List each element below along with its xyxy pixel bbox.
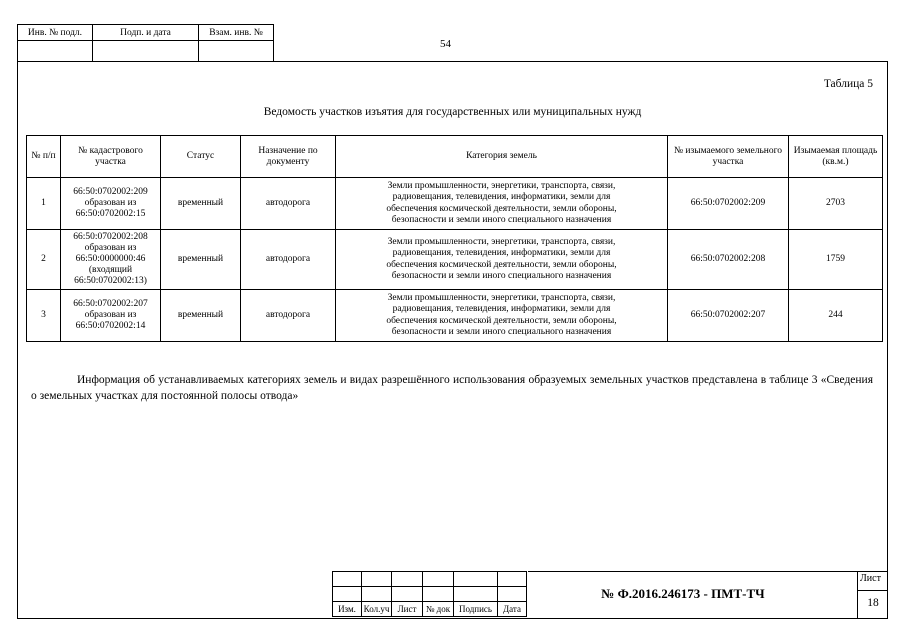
column-header: Категория земель — [336, 136, 668, 178]
cadastral-number-line: 66:50:0702002:13) — [74, 275, 147, 286]
cadastral-number — [61, 230, 161, 290]
land-category-line: радиовещания, телевидения, информатики, земли для — [392, 248, 611, 259]
cadastral-number — [61, 290, 161, 342]
status-cell: временный — [161, 178, 241, 230]
row-number: 1 — [27, 178, 61, 230]
stamp-cell — [18, 41, 93, 62]
table-label: Таблица 5 — [823, 78, 873, 90]
land-category-line: безопасности и земли иного специального назначения — [391, 326, 612, 337]
table-header-row — [27, 136, 883, 178]
stamp-header: Подп. и дата — [93, 25, 199, 41]
plot-number: 66:50:0702002:207 — [668, 290, 789, 342]
table-caption: Ведомость участков изъятия для государственных или муниципальных нужд — [263, 106, 642, 118]
cadastral-number-line: 66:50:0000000:46 — [75, 254, 146, 265]
land-category — [336, 290, 668, 342]
cadastral-number-line: 66:50:0702002:208 — [73, 232, 148, 243]
title-block-column: Дата — [498, 602, 527, 617]
plot-number: 66:50:0702002:208 — [668, 230, 789, 290]
approval-stamp — [17, 24, 274, 62]
land-category-line: радиовещания, телевидения, информатики, земли для — [392, 192, 611, 203]
page-number: 54 — [440, 38, 451, 50]
land-category-line: Земли промышленности, энергетики, транспорта, связи, — [387, 236, 616, 247]
title-block-column: Изм. — [333, 602, 362, 617]
row-number: 3 — [27, 290, 61, 342]
land-category-line: обеспечения космической деятельности, земли обороны, — [386, 259, 617, 270]
info-paragraph: Информация об устанавливаемых категориях земель и видах разрешённого использования образуемых земельных участков представлена в таблице 3 «Сведения о земельных участках для постоянной полосы отвода» — [31, 374, 873, 402]
purpose-cell: автодорога — [241, 230, 336, 290]
area-cell: 244 — [789, 290, 883, 342]
stamp-cell — [93, 41, 199, 62]
land-category-line: обеспечения космической деятельности, земли обороны, — [386, 203, 617, 214]
status-cell: временный — [161, 290, 241, 342]
cadastral-number-line: образован из — [84, 310, 137, 321]
title-block-top — [528, 571, 888, 572]
cadastral-number-line: 66:50:0702002:15 — [75, 208, 146, 219]
cadastral-number-line: 66:50:0702002:207 — [73, 299, 148, 310]
land-category-line: Земли промышленности, энергетики, транспорта, связи, — [387, 180, 616, 191]
title-block-column: Лист — [392, 602, 423, 617]
cadastral-number — [61, 178, 161, 230]
sheet-box-divider — [857, 590, 888, 591]
stamp-header: Взам. инв. № — [199, 25, 274, 41]
column-header: Статус — [161, 136, 241, 178]
area-cell: 1759 — [789, 230, 883, 290]
title-block-column: № док — [423, 602, 454, 617]
table-row — [27, 178, 883, 230]
land-category-line: Земли промышленности, энергетики, транспорта, связи, — [387, 292, 616, 303]
sheet-label: Лист — [860, 573, 881, 584]
sheet-number: 18 — [867, 597, 879, 609]
column-header: № п/п — [27, 136, 61, 178]
land-category — [336, 230, 668, 290]
cadastral-number-line: 66:50:0702002:209 — [73, 187, 148, 198]
purpose-cell: автодорога — [241, 178, 336, 230]
column-header: Изымаемая площадь (кв.м.) — [789, 136, 883, 178]
cadastral-number-line: образован из — [84, 198, 137, 209]
column-header: № кадастрового участка — [61, 136, 161, 178]
land-category-line: обеспечения космической деятельности, земли обороны, — [386, 315, 617, 326]
frame-right — [887, 61, 888, 619]
title-block-column: Подпись — [454, 602, 498, 617]
land-category-line: радиовещания, телевидения, информатики, земли для — [392, 304, 611, 315]
table-row — [27, 230, 883, 290]
plot-number: 66:50:0702002:209 — [668, 178, 789, 230]
purpose-cell: автодорога — [241, 290, 336, 342]
row-number: 2 — [27, 230, 61, 290]
document-code: № Ф.2016.246173 - ПМТ-ТЧ — [601, 586, 765, 601]
status-cell: временный — [161, 230, 241, 290]
land-category — [336, 178, 668, 230]
sheet-box-left — [857, 571, 858, 619]
land-category-line: безопасности и земли иного специального назначения — [391, 270, 612, 281]
column-header: Назначение по документу — [241, 136, 336, 178]
stamp-cell — [199, 41, 274, 62]
stamp-header: Инв. № подл. — [18, 25, 93, 41]
cadastral-number-line: образован из — [84, 243, 137, 254]
seizure-table — [26, 135, 883, 342]
table-row — [27, 290, 883, 342]
land-category-line: безопасности и земли иного специального назначения — [391, 214, 612, 225]
cadastral-number-line: (входящий — [88, 264, 133, 275]
cadastral-number-line: 66:50:0702002:14 — [75, 320, 146, 331]
area-cell: 2703 — [789, 178, 883, 230]
title-block-grid — [332, 571, 527, 617]
frame-bottom — [17, 618, 888, 619]
title-block-column: Кол.уч — [362, 602, 392, 617]
column-header: № изымаемого земельного участка — [668, 136, 789, 178]
